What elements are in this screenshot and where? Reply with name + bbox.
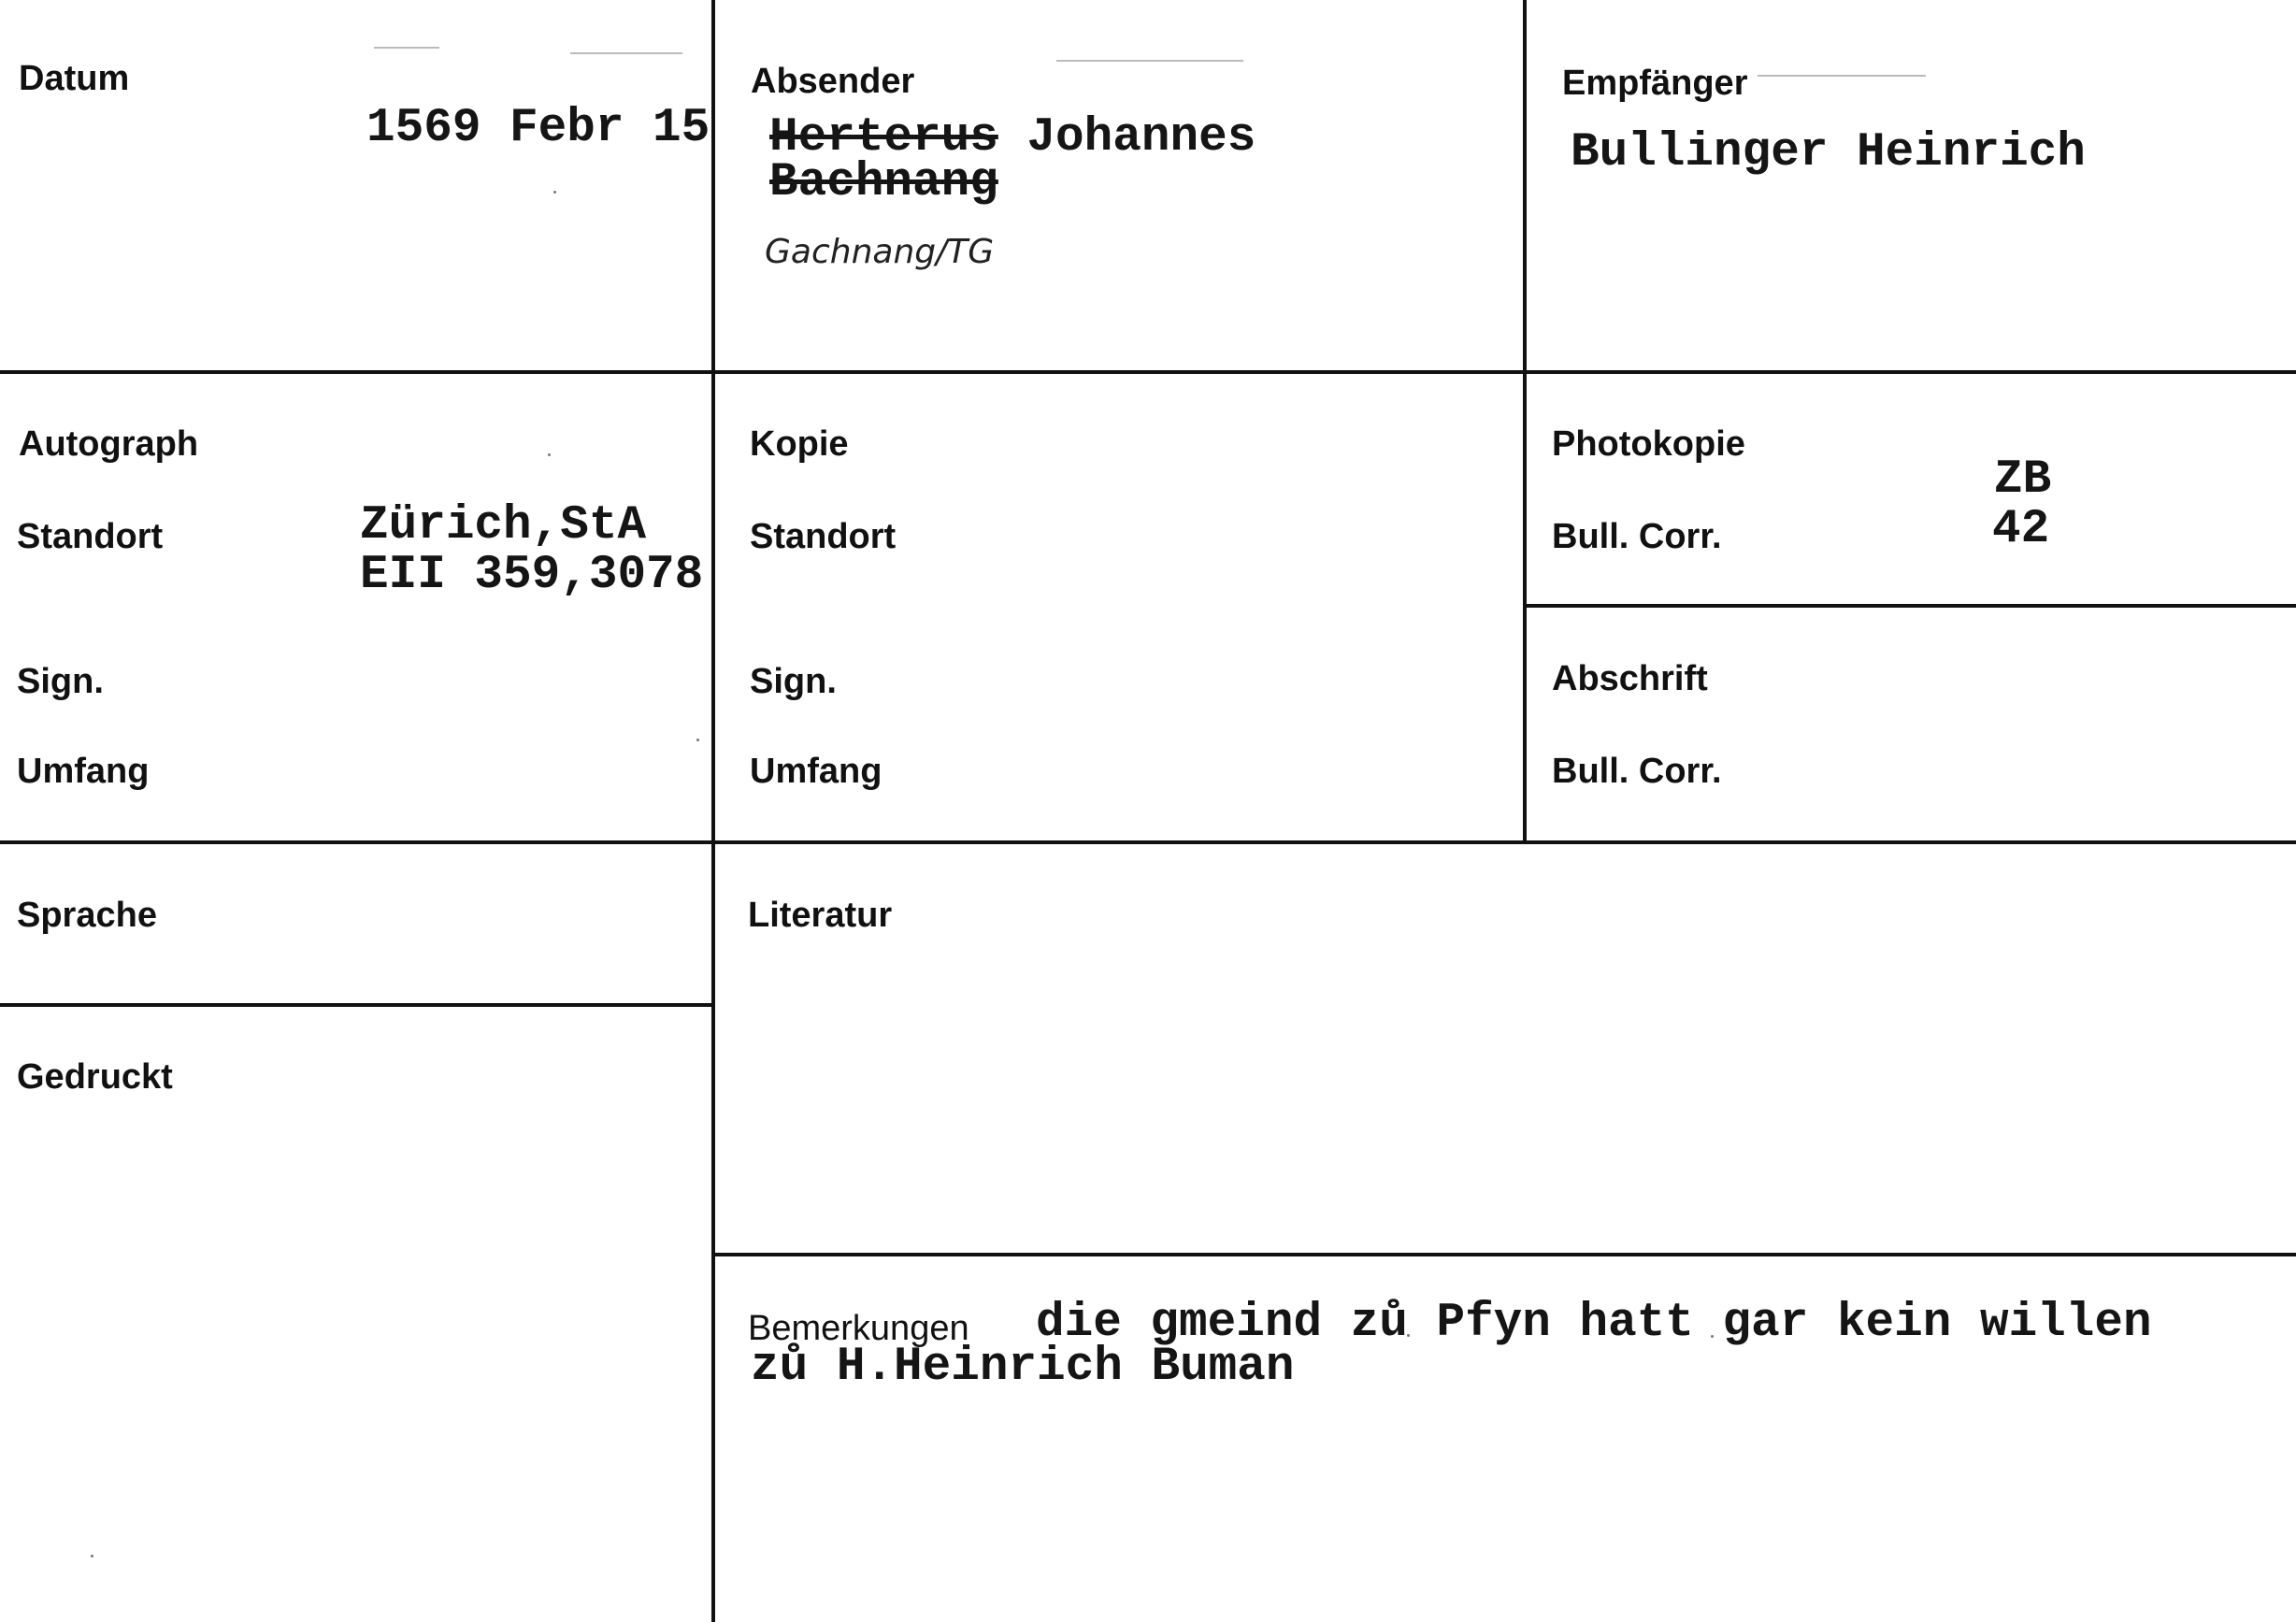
vline-left — [711, 0, 715, 1622]
scan-mark — [1758, 75, 1926, 77]
vline-right-upper — [1523, 0, 1527, 843]
value-absender-handwritten: Gachnang/TG — [765, 233, 995, 271]
label-standort-kopie: Standort — [750, 517, 897, 556]
label-umfang-autograph: Umfang — [17, 752, 150, 791]
label-photokopie: Photokopie — [1552, 424, 1745, 464]
label-datum: Datum — [19, 59, 130, 98]
label-umfang-kopie: Umfang — [750, 752, 883, 791]
scan-mark — [570, 52, 682, 54]
value-empfaenger: Bullinger Heinrich — [1571, 126, 2086, 179]
label-absender: Absender — [751, 62, 915, 101]
label-sign-autograph: Sign. — [17, 662, 104, 701]
label-abschrift-bull: Bull. Corr. — [1552, 752, 1722, 791]
label-standort-autograph: Standort — [17, 517, 164, 556]
hline-row2 — [0, 840, 2296, 844]
value-datum: 1569 Febr 15 — [366, 102, 710, 155]
label-photokopie-bull: Bull. Corr. — [1552, 517, 1722, 556]
value-absender-name — [769, 111, 1256, 165]
value-photokopie-2: 42 — [1992, 503, 2050, 556]
hline-photokopie — [1523, 604, 2296, 608]
absender-name-rest: Johannes — [1026, 111, 1256, 165]
value-bemerkungen-2: zů H.Heinrich Buman — [751, 1341, 1295, 1394]
label-autograph: Autograph — [19, 424, 199, 464]
label-bemerkungen: Bemerkungen — [748, 1309, 969, 1348]
hline-row1 — [0, 370, 2296, 374]
scan-mark — [91, 1555, 93, 1557]
label-gedruckt: Gedruckt — [17, 1057, 173, 1097]
value-bemerkungen-1: die gmeind zů Pfyn hatt gar kein willen — [1036, 1297, 2152, 1350]
label-kopie: Kopie — [750, 424, 849, 464]
scan-mark — [553, 191, 556, 194]
label-abschrift: Abschrift — [1552, 659, 1708, 698]
scan-mark — [696, 739, 699, 741]
absender-name-struck: Herterus — [769, 111, 998, 165]
label-literatur: Literatur — [748, 896, 893, 935]
label-sign-kopie: Sign. — [750, 662, 837, 701]
scan-mark — [548, 453, 551, 456]
scan-mark — [374, 47, 439, 49]
label-empfaenger: Empfänger — [1562, 64, 1748, 103]
hline-sprache — [0, 1003, 713, 1007]
label-sprache: Sprache — [17, 896, 157, 935]
value-standort-1: Zürich,StA — [360, 499, 647, 553]
scan-mark — [1056, 60, 1243, 62]
value-standort-2: EII 359,3078 — [360, 549, 704, 602]
value-absender-place: Bachnang — [769, 156, 998, 209]
hline-bemerkungen — [711, 1253, 2296, 1256]
value-photokopie-1: ZB — [1994, 453, 2052, 507]
